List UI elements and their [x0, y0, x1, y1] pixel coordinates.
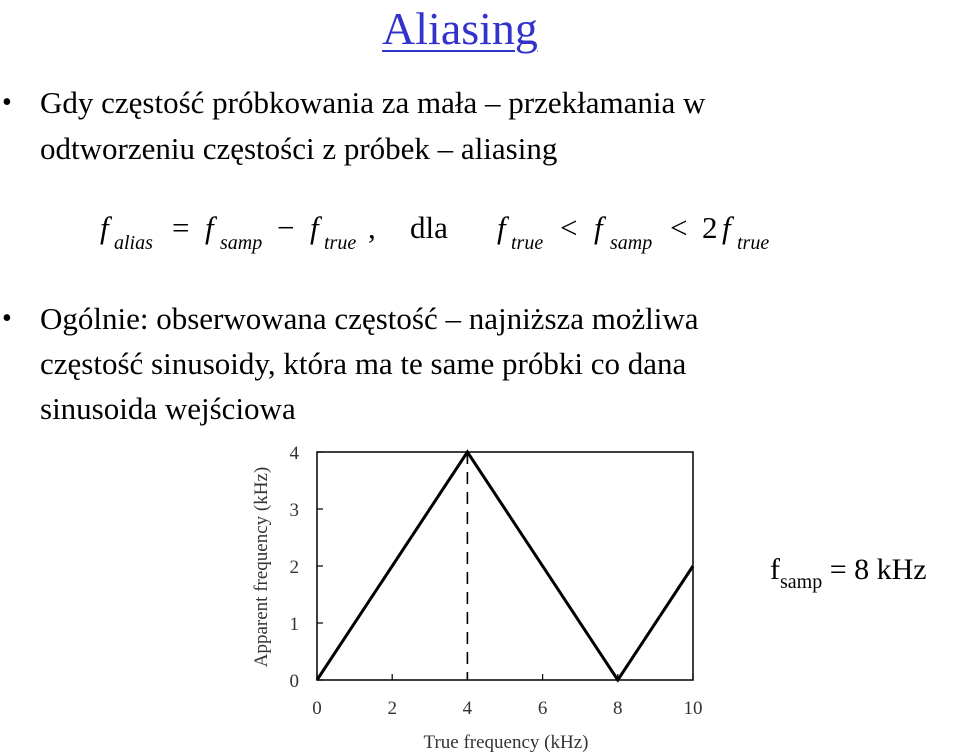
formula-f: f [722, 210, 731, 245]
y-tick-label: 3 [289, 500, 299, 521]
formula-lt: < [670, 210, 688, 245]
aliasing-formula [0, 200, 800, 260]
formula-f: f [497, 210, 506, 245]
formula-minus: − [277, 210, 295, 245]
y-axis-label: Apparent frequency (kHz) [251, 466, 272, 668]
x-tick-label: 4 [462, 698, 473, 719]
fsamp-value: = 8 kHz [829, 553, 927, 586]
bullet-2-line-1: Ogólnie: obserwowana częstość – najniższa możliwa [40, 301, 699, 336]
bullet-dot-icon: • [2, 303, 12, 334]
x-tick-label: 10 [683, 698, 703, 719]
fsamp-sub: samp [780, 571, 823, 593]
x-tick-label: 0 [312, 698, 322, 719]
formula-sub-alias: alias [114, 232, 153, 254]
formula-dla: dla [410, 210, 448, 245]
formula-sub-samp: samp [610, 232, 653, 254]
series-line-apparent [317, 452, 693, 680]
y-tick-label: 1 [289, 614, 299, 635]
formula-sub-samp: samp [220, 232, 263, 254]
bullet-2-line-2: częstość sinusoidy, która ma te same próbki co dana [40, 346, 687, 381]
formula-sub-true: true [511, 232, 544, 254]
y-tick-label: 2 [289, 557, 299, 578]
slide-title: Aliasing [382, 3, 538, 54]
formula-sub-true: true [324, 232, 357, 254]
plot-area [290, 443, 703, 719]
sampling-rate-annotation [770, 553, 927, 593]
formula-lt: < [560, 210, 578, 245]
y-tick-label: 4 [289, 443, 299, 464]
aliasing-chart [230, 425, 703, 755]
fsamp-f: f [770, 553, 780, 586]
bullet-dot-icon: • [2, 87, 12, 118]
x-axis-label: True frequency (kHz) [423, 732, 589, 753]
bullet-1-line-1: Gdy częstość próbkowania za mała – przekłamania w [40, 85, 706, 120]
formula-two: 2 [702, 210, 718, 245]
plot-frame [317, 452, 693, 680]
formula-f: f [594, 210, 603, 245]
bullet-1-line-2: odtworzeniu częstości z próbek – aliasing [40, 131, 558, 166]
formula-f: f [100, 210, 109, 245]
formula-comma: , [368, 210, 376, 245]
x-tick-label: 2 [387, 698, 397, 719]
formula-sub-true: true [737, 232, 770, 254]
formula-eq: = [172, 210, 190, 245]
x-tick-label: 6 [537, 698, 548, 719]
formula-f: f [205, 210, 214, 245]
formula-f: f [310, 210, 319, 245]
bullet-2-line-3: sinusoida wejściowa [40, 391, 296, 426]
y-tick-label: 0 [289, 671, 299, 692]
x-tick-label: 8 [613, 698, 623, 719]
